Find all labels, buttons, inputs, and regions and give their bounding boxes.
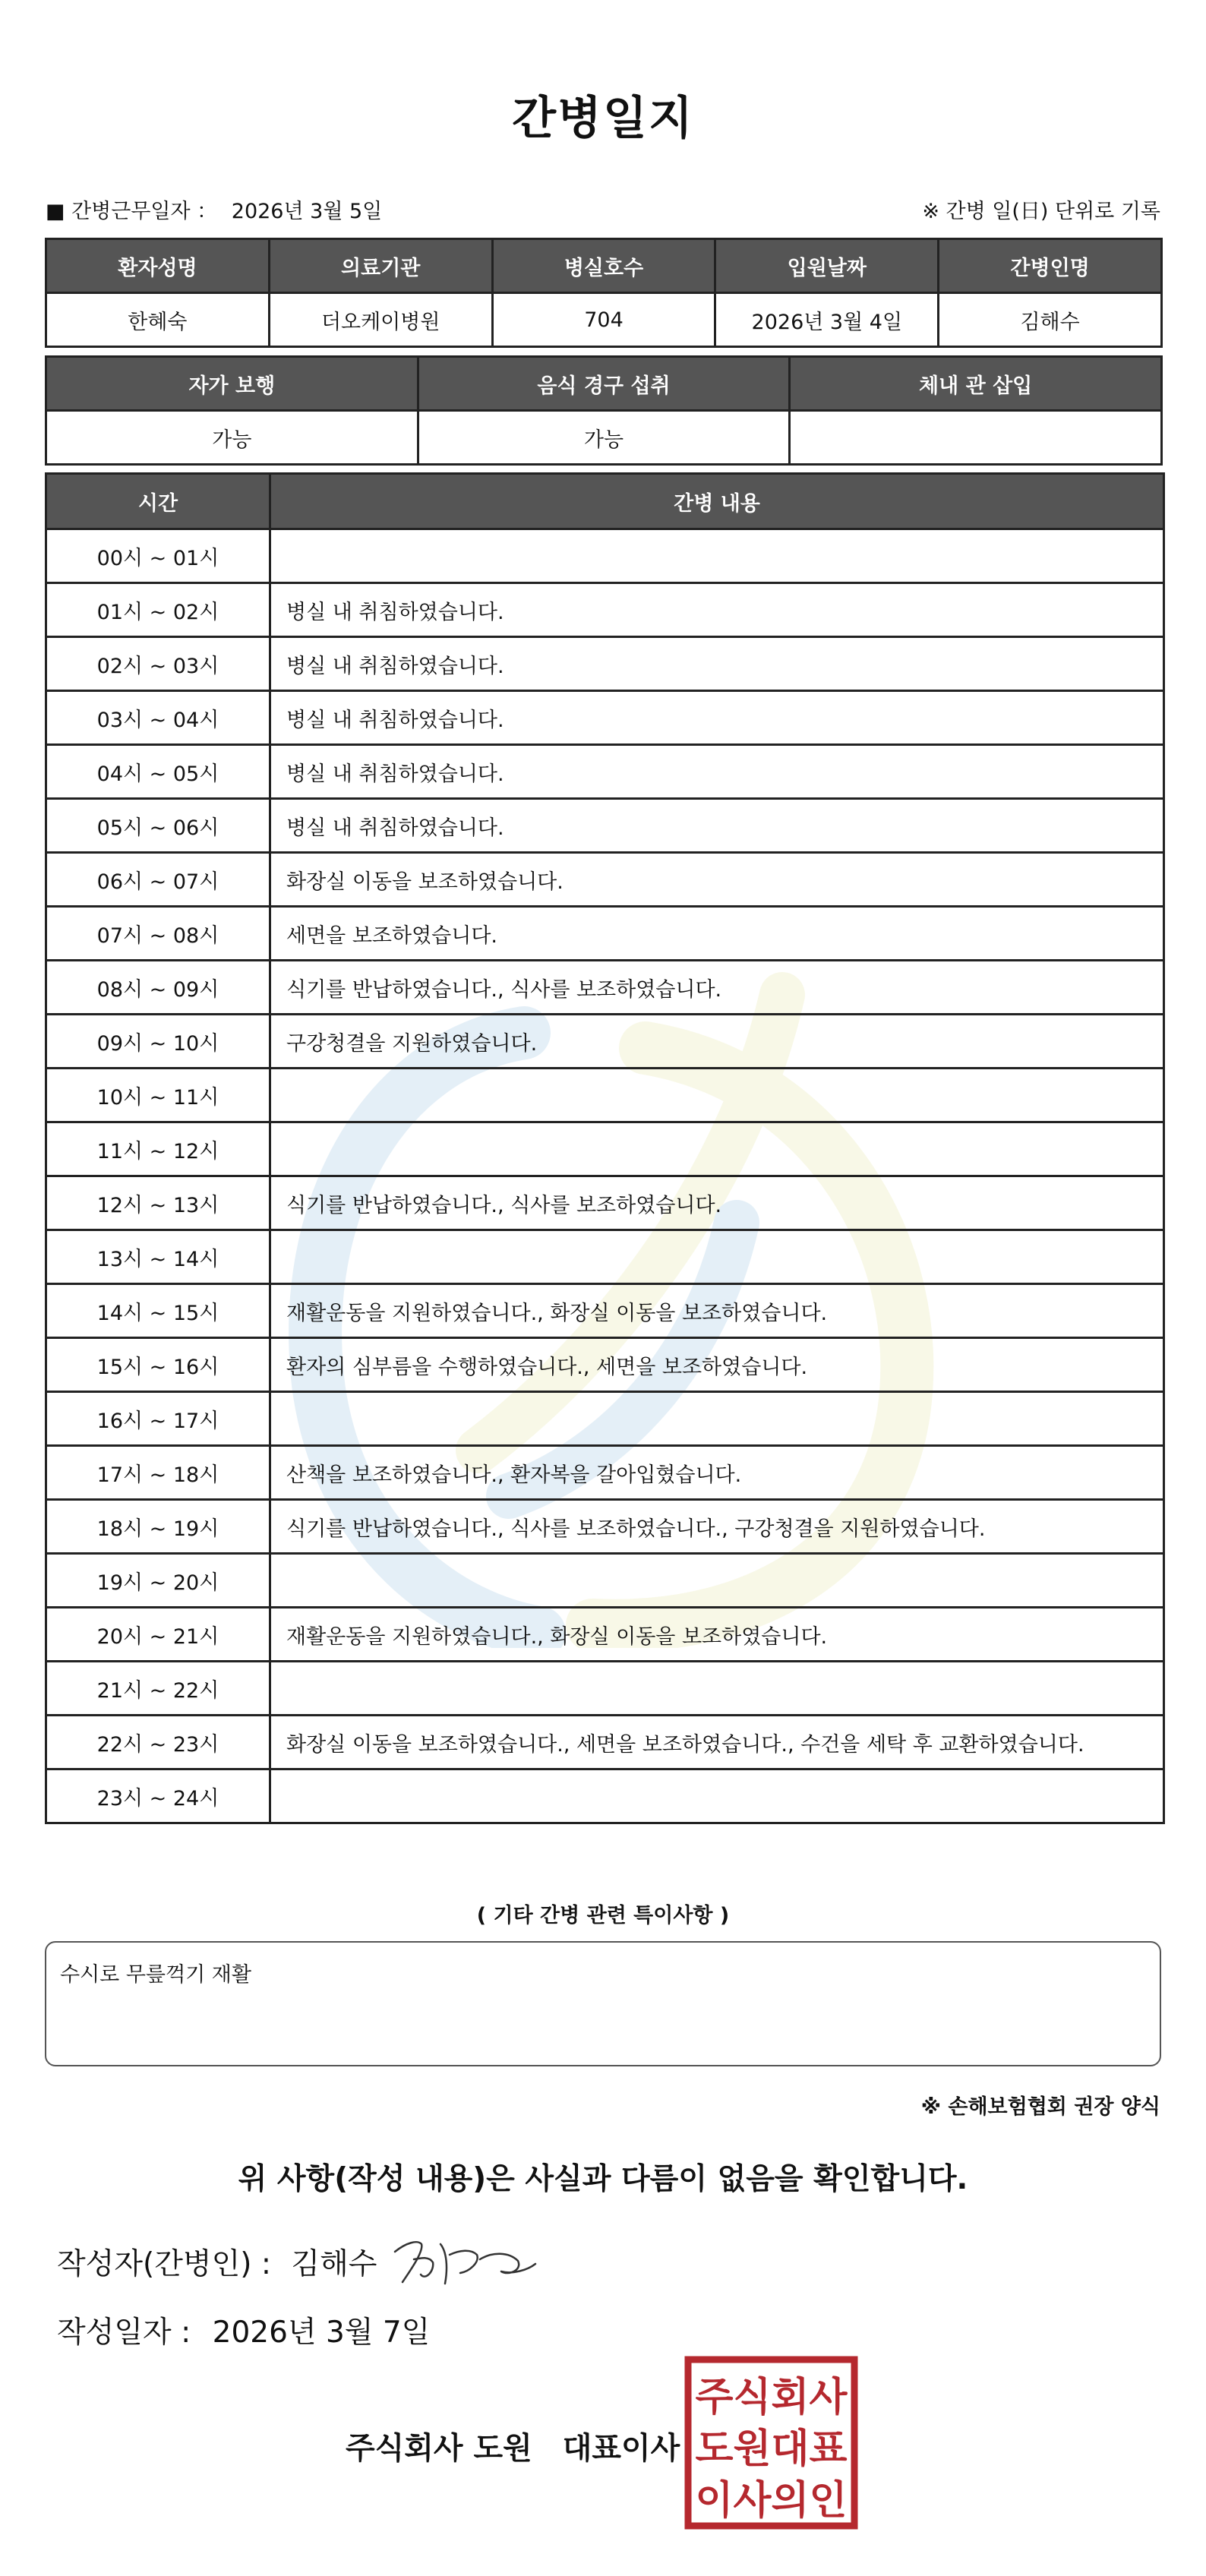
patient-name: 한혜숙 xyxy=(46,293,270,347)
log-time: 21시 ~ 22시 xyxy=(46,1662,270,1716)
log-time: 17시 ~ 18시 xyxy=(46,1446,270,1500)
log-content xyxy=(270,1230,1164,1284)
log-content: 식기를 반납하였습니다., 식사를 보조하였습니다. xyxy=(270,1176,1164,1230)
log-time: 15시 ~ 16시 xyxy=(46,1338,270,1392)
confirmation-statement: 위 사항(작성 내용)은 사실과 다름이 없음을 확인합니다. xyxy=(238,2162,968,2196)
work-date-line xyxy=(46,194,382,224)
log-row xyxy=(46,1608,1164,1662)
log-row xyxy=(46,907,1164,961)
log-row xyxy=(46,1392,1164,1446)
log-row xyxy=(46,1122,1164,1176)
log-content: 산책을 보조하였습니다., 환자복을 갈아입혔습니다. xyxy=(270,1446,1164,1500)
notes-content: 수시로 무릎꺽기 재활 xyxy=(60,1963,251,1987)
log-content: 병실 내 취침하였습니다. xyxy=(270,583,1164,637)
header-self-walking: 자가 보행 xyxy=(46,357,418,411)
log-time: 10시 ~ 11시 xyxy=(46,1069,270,1122)
header-room-number: 병실호수 xyxy=(492,239,715,293)
log-row xyxy=(46,1230,1164,1284)
tube-insertion-value xyxy=(790,411,1162,465)
patient-status-value-row xyxy=(46,411,1162,465)
svg-text:주식회사: 주식회사 xyxy=(695,2375,848,2420)
log-row xyxy=(46,1716,1164,1769)
log-row xyxy=(46,745,1164,799)
log-time: 08시 ~ 09시 xyxy=(46,961,270,1015)
log-content: 식기를 반납하였습니다., 식사를 보조하였습니다. xyxy=(270,961,1164,1015)
log-row xyxy=(46,1284,1164,1338)
log-content xyxy=(270,1554,1164,1608)
log-content: 병실 내 취침하였습니다. xyxy=(270,691,1164,745)
log-content: 식기를 반납하였습니다., 식사를 보조하였습니다., 구강청결을 지원하였습니다. xyxy=(270,1500,1164,1554)
room-number: 704 xyxy=(492,293,715,347)
log-content xyxy=(270,1769,1164,1823)
log-time: 18시 ~ 19시 xyxy=(46,1500,270,1554)
log-time: 12시 ~ 13시 xyxy=(46,1176,270,1230)
log-time: 19시 ~ 20시 xyxy=(46,1554,270,1608)
log-content xyxy=(270,529,1164,583)
log-time: 16시 ~ 17시 xyxy=(46,1392,270,1446)
writer-name: 김해수 xyxy=(291,2247,377,2281)
log-row xyxy=(46,1554,1164,1608)
header-tube-insertion: 체내 관 삽입 xyxy=(790,357,1162,411)
header-caregiver-name: 간병인명 xyxy=(939,239,1162,293)
log-row xyxy=(46,529,1164,583)
write-date-line xyxy=(57,2309,430,2351)
document-title: 간병일지 xyxy=(512,92,694,145)
log-content: 환자의 심부름을 수행하였습니다., 세면을 보조하였습니다. xyxy=(270,1338,1164,1392)
header-hospital: 의료기관 xyxy=(269,239,492,293)
log-content: 화장실 이동을 보조하였습니다. xyxy=(270,853,1164,907)
log-row xyxy=(46,691,1164,745)
patient-info-header-row xyxy=(46,239,1162,293)
log-time: 04시 ~ 05시 xyxy=(46,745,270,799)
svg-text:도원대표: 도원대표 xyxy=(695,2426,848,2472)
company-signature-line xyxy=(346,2424,680,2467)
signature-icon xyxy=(387,2229,539,2290)
log-time: 23시 ~ 24시 xyxy=(46,1769,270,1823)
log-time: 20시 ~ 21시 xyxy=(46,1608,270,1662)
company-seal-stamp-icon xyxy=(684,2356,858,2530)
oral-intake-value: 가능 xyxy=(418,411,790,465)
writer-line xyxy=(57,2240,377,2283)
log-time: 07시 ~ 08시 xyxy=(46,907,270,961)
log-content: 병실 내 취침하였습니다. xyxy=(270,637,1164,691)
self-walking-value: 가능 xyxy=(46,411,418,465)
log-time: 05시 ~ 06시 xyxy=(46,799,270,853)
log-time: 14시 ~ 15시 xyxy=(46,1284,270,1338)
log-time: 00시 ~ 01시 xyxy=(46,529,270,583)
header-patient-name: 환자성명 xyxy=(46,239,270,293)
log-content xyxy=(270,1392,1164,1446)
work-date-value: 2026년 3월 5일 xyxy=(231,200,383,223)
log-content: 화장실 이동을 보조하였습니다., 세면을 보조하였습니다., 수건을 세탁 후 교환하였습니다. xyxy=(270,1716,1164,1769)
patient-status-header-row xyxy=(46,357,1162,411)
log-row xyxy=(46,1338,1164,1392)
log-time: 03시 ~ 04시 xyxy=(46,691,270,745)
log-row xyxy=(46,1769,1164,1823)
hourly-log-table xyxy=(45,472,1165,1824)
write-date-label: 작성일자 : xyxy=(57,2316,191,2350)
log-row xyxy=(46,1446,1164,1500)
patient-info-table xyxy=(45,238,1163,348)
notes-box xyxy=(45,1941,1161,2066)
log-content: 병실 내 취침하였습니다. xyxy=(270,799,1164,853)
log-row xyxy=(46,961,1164,1015)
writer-label: 작성자(간병인) : xyxy=(57,2247,272,2281)
log-content: 병실 내 취침하였습니다. xyxy=(270,745,1164,799)
hospital-name: 더오케이병원 xyxy=(269,293,492,347)
header-admission-date: 입원날짜 xyxy=(715,239,939,293)
log-row xyxy=(46,1015,1164,1069)
log-content: 재활운동을 지원하였습니다., 화장실 이동을 보조하였습니다. xyxy=(270,1284,1164,1338)
log-row xyxy=(46,853,1164,907)
log-time: 13시 ~ 14시 xyxy=(46,1230,270,1284)
company-representative-title: 대표이사 xyxy=(562,2431,680,2466)
patient-info-value-row xyxy=(46,293,1162,347)
write-date-value: 2026년 3월 7일 xyxy=(212,2316,431,2350)
log-time: 11시 ~ 12시 xyxy=(46,1122,270,1176)
log-row xyxy=(46,1069,1164,1122)
log-row xyxy=(46,1662,1164,1716)
log-time: 06시 ~ 07시 xyxy=(46,853,270,907)
notes-title: ( 기타 간병 관련 특이사항 ) xyxy=(476,1904,730,1927)
log-content: 구강청결을 지원하였습니다. xyxy=(270,1015,1164,1069)
log-content xyxy=(270,1069,1164,1122)
log-content xyxy=(270,1662,1164,1716)
header-oral-intake: 음식 경구 섭취 xyxy=(418,357,790,411)
caregiver-name: 김해수 xyxy=(939,293,1162,347)
header-care-content: 간병 내용 xyxy=(270,474,1164,529)
log-time: 09시 ~ 10시 xyxy=(46,1015,270,1069)
log-row xyxy=(46,637,1164,691)
patient-status-table xyxy=(45,355,1163,466)
log-time: 02시 ~ 03시 xyxy=(46,637,270,691)
recommend-form-note: ※ 손해보험협회 권장 양식 xyxy=(920,2095,1160,2119)
admission-date: 2026년 3월 4일 xyxy=(715,293,939,347)
log-row xyxy=(46,583,1164,637)
log-header-row xyxy=(46,474,1164,529)
daily-unit-note: ※ 간병 일(日) 단위로 기록 xyxy=(922,200,1160,223)
header-time: 시간 xyxy=(46,474,270,529)
log-content xyxy=(270,1122,1164,1176)
log-content: 재활운동을 지원하였습니다., 화장실 이동을 보조하였습니다. xyxy=(270,1608,1164,1662)
log-time: 01시 ~ 02시 xyxy=(46,583,270,637)
svg-text:이사의인: 이사의인 xyxy=(695,2478,848,2524)
log-row xyxy=(46,799,1164,853)
log-time: 22시 ~ 23시 xyxy=(46,1716,270,1769)
log-row xyxy=(46,1176,1164,1230)
work-date-label: ■ 간병근무일자 ： xyxy=(46,200,218,223)
log-row xyxy=(46,1500,1164,1554)
log-content: 세면을 보조하였습니다. xyxy=(270,907,1164,961)
company-name: 주식회사 도원 xyxy=(346,2431,532,2466)
